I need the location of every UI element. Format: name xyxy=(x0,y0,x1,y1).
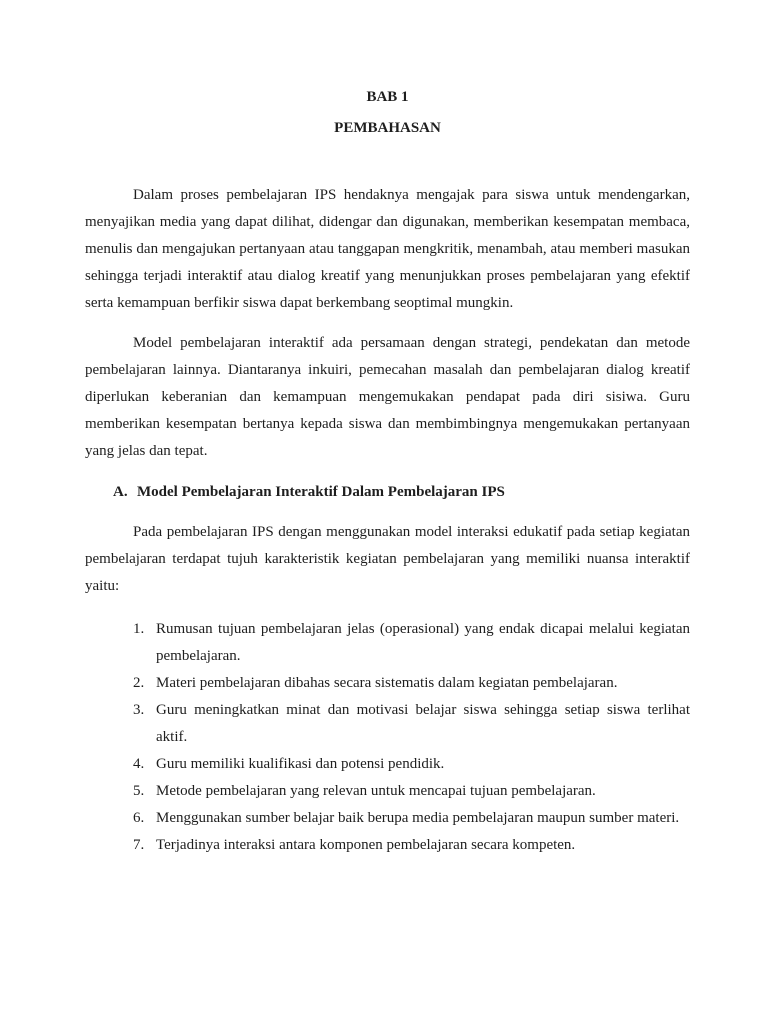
characteristics-list xyxy=(133,616,690,859)
list-item-text: Metode pembelajaran yang relevan untuk mencapai tujuan pembelajaran. xyxy=(156,783,596,799)
list-item-number: 7. xyxy=(133,837,145,853)
paragraph-1: Dalam proses pembelajaran IPS hendaknya mengajak para siswa untuk mendengarkan, menyajikan media yang dapat dilihat, didengar dan digunakan, memberikan kesempatan membaca, menulis dan mengajukan pertanyaan atau tanggapan mengkritik, menambah, atau memberi masukan sehingga terjadi interaktif atau dialog kreatif yang menunjukkan proses pembelajaran yang efektif serta kemampuan berfikir siswa dapat berkembang seoptimal mungkin. xyxy=(85,187,690,311)
list-item-number: 2. xyxy=(133,675,145,691)
list-item-text: Menggunakan sumber belajar baik berupa media pembelajaran maupun sumber materi. xyxy=(156,810,680,826)
list-item-number: 4. xyxy=(133,756,145,772)
section-heading-label: A. xyxy=(113,484,128,500)
list-item xyxy=(133,670,690,697)
list-item xyxy=(133,751,690,778)
section-heading-a xyxy=(113,479,690,506)
chapter-title-line2: PEMBAHASAN xyxy=(334,120,441,136)
paragraph-3: Pada pembelajaran IPS dengan menggunakan model interaksi edukatif pada setiap kegiatan pembelajaran terdapat tujuh karakteristik kegiatan pembelajaran yang memiliki nuansa interaktif yaitu: xyxy=(85,524,690,594)
list-item-number: 6. xyxy=(133,810,145,826)
list-item xyxy=(133,832,690,859)
section-heading-text: Model Pembelajaran Interaktif Dalam Pembelajaran IPS xyxy=(137,484,505,500)
list-item-number: 5. xyxy=(133,783,145,799)
list-item xyxy=(133,805,690,832)
list-item xyxy=(133,697,690,751)
list-item xyxy=(133,616,690,670)
chapter-title-line1: BAB 1 xyxy=(366,89,409,105)
list-item-text: Rumusan tujuan pembelajaran jelas (operasional) yang endak dicapai melalui kegiatan pembelajaran. xyxy=(156,621,690,664)
list-item xyxy=(133,778,690,805)
list-item-number: 3. xyxy=(133,702,145,718)
list-item-text: Terjadinya interaksi antara komponen pembelajaran secara kompeten. xyxy=(156,837,576,853)
list-item-number: 1. xyxy=(133,621,145,637)
list-item-text: Guru memiliki kualifikasi dan potensi pendidik. xyxy=(156,756,445,772)
chapter-title xyxy=(85,82,690,144)
list-item-text: Guru meningkatkan minat dan motivasi belajar siswa sehingga setiap siswa terlihat aktif. xyxy=(156,702,690,745)
list-item-text: Materi pembelajaran dibahas secara sistematis dalam kegiatan pembelajaran. xyxy=(156,675,618,691)
paragraph-2: Model pembelajaran interaktif ada persamaan dengan strategi, pendekatan dan metode pembelajaran lainnya. Diantaranya inkuiri, pemecahan masalah dan pembelajaran dialog kreatif diperlukan keberanian dan kemampuan mengemukakan pendapat pada diri sisiwa. Guru memberikan kesempatan bertanya kepada siswa dan membimbingnya mengemukakan pertanyaan yang jelas dan tepat. xyxy=(85,335,690,459)
